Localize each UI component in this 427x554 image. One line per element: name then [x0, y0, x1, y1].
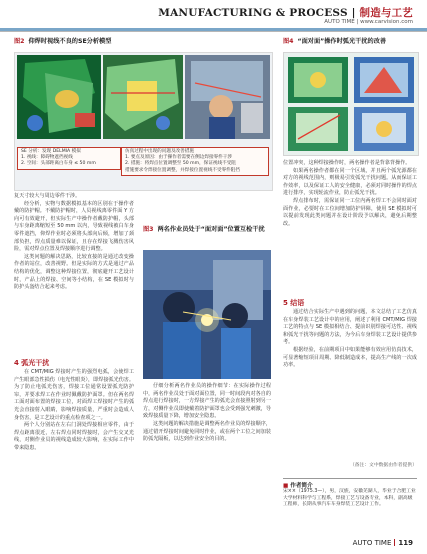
figure-4-caption — [283, 38, 417, 46]
figure-4-graphic — [284, 53, 418, 155]
column-1-text — [14, 193, 134, 292]
figure-2-title: 仰焊时视线不良的SE分析模型 — [28, 38, 112, 45]
figure-2-legend-right — [121, 147, 269, 176]
legend-right-line: 措施要求令焊接位置调整，并焊接位置视线不受零件阻挡 — [125, 167, 240, 173]
figure-2-number: 图2 — [14, 38, 25, 45]
figure-3-number: 图3 — [143, 226, 154, 233]
legend-right-line: 2. 措施：将焊点位置调整至 50 mm，保证视线不受阻 — [125, 161, 236, 167]
column-2-text — [143, 383, 271, 444]
paragraph: 如果两名操作者都在同一个区域，并且两个弧光源都在对方的视线范围内，则极易引发弧光干扰问题。从而保证工作效率，以及保证工人的安全健康，必须对同时操作的焊点进行排序，实现轮流作业，防止弧光干扰。 — [283, 167, 417, 197]
source-note: （备注：文中数据由作者提供） — [349, 463, 417, 468]
header-title-cn: 制造与工艺 — [359, 7, 413, 19]
paragraph: 这类问题的解决思路，比较直接的是通过改变操作者的站位，改善视野。但是实际的方式是通过产品结构的优化，调整这种焊接位置，彻底避开工艺设计时，产品上的焊接、空间等小结构，在 SE 模拟时与防护头盔结合起来考虑。 — [14, 253, 134, 291]
paragraph: 位置冲突，这种焊接操作时，两名操作者是背靠背操作。 — [283, 160, 411, 166]
column-1-text-continued — [14, 369, 134, 453]
paragraph: 复天寸较大与周边零件干涉。 — [14, 193, 81, 199]
column-3-text — [283, 160, 417, 228]
header-divider — [0, 31, 427, 32]
figure-2-image — [14, 52, 273, 191]
paragraph: 在 CMT/MIG 焊接时产生的强烈电弧，会使焊工产生眼部急性损伤（电光性眼炎），即焊接弧光伤害。为了防止电弧光伤害，焊接工位通常设置弧光防护帘，并要求焊工在作业时佩戴防护面罩。但在两名焊工面对面布置的焊接工位，对面焊工焊接时产生的弧光会直接射入眼睛，影响焊接质量，严重时会造成人身伤害，是工艺设计的重点检查项之一。 — [14, 369, 134, 421]
section-heading-5: 5 结语 — [283, 299, 305, 307]
paragraph: 经分析，实物与数据模拟基本的区别在于操作者戴的防护帽。不戴防护帽时，人员视线离零件面 Y 方向可有效避开，但实际生产中操作者戴防护帽，头部与车身距离缩短至 50 mm 以内，导致视线被白车身零件遮挡，仰焊作业时必须将头部向后倾，增加了颈部负担，焊点质量难以保证，且存在焊接飞溅伤害风险，需对焊点位置及焊接顺序进行调整。 — [14, 200, 134, 253]
legend-left-line: 2. 空间：头部距离白车身 ≤ 50 mm — [21, 161, 96, 167]
figure-4-image — [283, 52, 419, 156]
figure-3-caption — [143, 226, 271, 234]
footer-brand: AUTO TIME — [352, 539, 392, 547]
footer-separator — [394, 539, 395, 546]
author-box-title — [283, 481, 417, 489]
column-3-text-continued — [283, 309, 417, 370]
legend-left-line: SE 分析：发现 DELMIA 模拟 — [21, 149, 81, 154]
section-heading-4: 4 弧光干扰 — [14, 359, 50, 367]
figure-2-legend-left — [17, 147, 121, 170]
legend-right-line: 仿真过程中出现的问题及改善措施 — [125, 149, 194, 154]
header-title-en: MANUFACTURING & PROCESS — [158, 7, 348, 19]
author-bio: 宋××（1975.3—），男，汉族，安徽芜湖人，毕业于合肥工业大学材料科学与工程系，焊接工艺与设备专业，本科，副高级工程师，长期从事汽车车身焊装工艺设计工作。 — [283, 489, 416, 508]
triangle-icon: ■ — [283, 483, 289, 489]
figure-3-photo — [143, 250, 271, 379]
figure-4-number: 图4 — [283, 38, 294, 45]
header-subtitle: AUTO TIME | www.carvision.com — [324, 19, 413, 25]
author-title-text: 作者简介 — [290, 483, 313, 489]
paragraph: 这类问题的解决措施是调整两名作业员的焊接顺序，通过错开焊接时间避免同时作业，或在两个工位之间加装防弧光隔板，以达到作业安全的目的。 — [143, 420, 271, 443]
legend-left-line: 1. 视线：障碍物遮挡视线 — [21, 155, 73, 161]
legend-right-line: 1. 要点及原因：由于操作者需要在侧边焊接零件干涉 — [125, 155, 232, 161]
figure-2-caption — [14, 38, 264, 46]
paragraph: 仔细分析两名作业员的操作细节：在实际操作过程中，两名作业员处于面对面位置，同一时间段内对各自的焊点进行焊接时，一方焊接产生的弧光会直接照射到另一方，对侧作业员即使戴着防护面罩也会受到强光刺激，导致焊接质量下降，增加安全隐患。 — [143, 383, 271, 420]
figure-3-title: 两名作业员处于“面对面”位置互检干扰 — [157, 226, 265, 233]
page-header-title: MANUFACTURING & PROCESS | 制造与工艺 — [158, 7, 413, 19]
figure-4-title: “面对面”操作时弧光干扰的改善 — [297, 38, 387, 45]
page-footer — [353, 539, 413, 547]
paragraph: 焊点排布时，需保证同一工位内两名焊工不会同时面对面作业，必要时在工位间增加防护屏障，使用 SE 模拟时可以提前发现此类问题并在设计阶段予以解决，避免后期整改。 — [283, 197, 417, 227]
paragraph: 通过结合实际生产中遇到的问题，本文总结了工艺仿真在车身焊装工艺设计中的应用，阐述了利用 CMT/MIG 焊接工艺的特点与 SE 模拟相结合、提前识别焊接可达性、视线和弧光干扰等问题的方法，为今后车身焊装工艺设计提供参考。 — [283, 309, 417, 346]
figure-3-graphic — [143, 250, 271, 379]
author-box — [283, 478, 417, 519]
paragraph: 两个人分别站在左右门洞处焊接相应零件，由于焊点距离很近，左右焊点同时焊接时，会产生交叉光线，对侧作业员的视线造成较大影响，在实际工作中带来隐患。 — [14, 422, 134, 451]
page-number: 119 — [398, 539, 413, 547]
paragraph: 根据经验，在前期项目中如果能够有效应用仿真技术，可显著缩短项目周期、降低制造成本，提高生产线的一次成功率。 — [283, 346, 417, 369]
